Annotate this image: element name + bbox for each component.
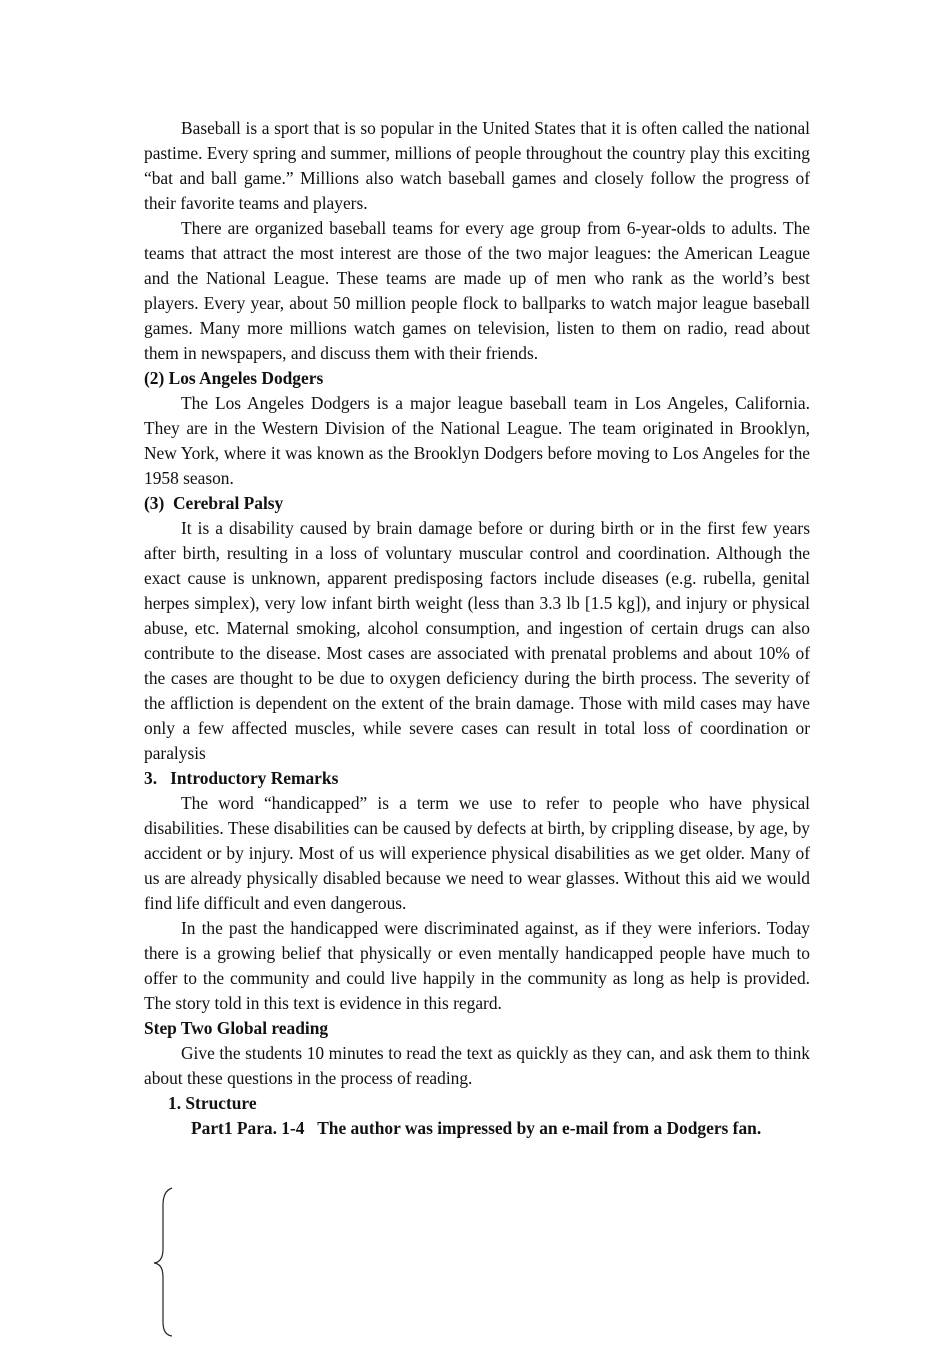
paragraph-baseball-intro: Baseball is a sport that is so popular in the United States that it is often called the national pastime. Every spring and summer, millions of people throughout the country play this exciting “bat and ball game.” Millions also watch baseball games and closely follow the progress of their favorite teams and players. [144, 118, 810, 213]
heading-structure: 1. Structure [168, 1093, 257, 1113]
paragraph-handicapped-past: In the past the handicapped were discriminated against, as if they were inferiors. Today there is a growing belief that physically or even mentally handicapped people have much to offer to the community and could live happily in the community as long as help is provided. The story told in this text is evidence in this regard. [144, 918, 810, 1013]
paragraph-dodgers: The Los Angeles Dodgers is a major league baseball team in Los Angeles, California. They are in the Western Division of the National League. The team originated in Brooklyn, New York, where it was known as the Brooklyn Dodgers before moving to Los Angeles for the 1958 season. [144, 393, 810, 488]
heading-los-angeles-dodgers: (2) Los Angeles Dodgers [144, 368, 324, 388]
paragraph-global-reading: Give the students 10 minutes to read the text as quickly as they can, and ask them to think about these questions in the process of reading. [144, 1043, 810, 1088]
heading-cerebral-palsy: (3) Cerebral Palsy [144, 493, 284, 513]
left-brace-icon [148, 1187, 178, 1337]
heading-step-two: Step Two Global reading [144, 1018, 329, 1038]
paragraph-cerebral-palsy: It is a disability caused by brain damage before or during birth or in the first few years after birth, resulting in a loss of voluntary muscular control and coordination. Although the exact cause is unknown, apparent predisposing factors include diseases (e.g. rubella, genital herpes simplex), very low infant birth weight (less than 3.3 lb [1.5 kg]), and injury or physical abuse, etc. Maternal smoking, alcohol consumption, and ingestion of certain drugs can also contribute to the disease. Most cases are associated with prenatal problems and about 10% of the cases are thought to be due to oxygen deficiency during the birth process. The severity of the affliction is dependent on the extent of the brain damage. Those with mild cases may have only a few affected muscles, while severe cases can result in total loss of coordination or paralysis [144, 518, 810, 763]
paragraph-baseball-teams: There are organized baseball teams for every age group from 6-year-olds to adults. The teams that attract the most interest are those of the two major leagues: the American League and the National League. These teams are made up of men who rank as the world’s best players. Every year, about 50 million people flock to ballparks to watch major league baseball games. Many more millions watch games on television, listen to them on radio, read about them in newspapers, and discuss them with their friends. [144, 218, 810, 363]
heading-introductory-remarks: 3. Introductory Remarks [144, 768, 339, 788]
document-body [144, 116, 810, 1141]
paragraph-handicapped-definition: The word “handicapped” is a term we use to refer to people who have physical disabilities. These disabilities can be caused by defects at birth, by crippling disease, by age, by accident or by injury. Most of us will experience physical disabilities as we get older. Many of us are already physically disabled because we need to wear glasses. Without this aid we would find life difficult and even dangerous. [144, 793, 810, 913]
structure-part1: Part1 Para. 1-4 The author was impressed by an e-mail from a Dodgers fan. [191, 1118, 762, 1138]
